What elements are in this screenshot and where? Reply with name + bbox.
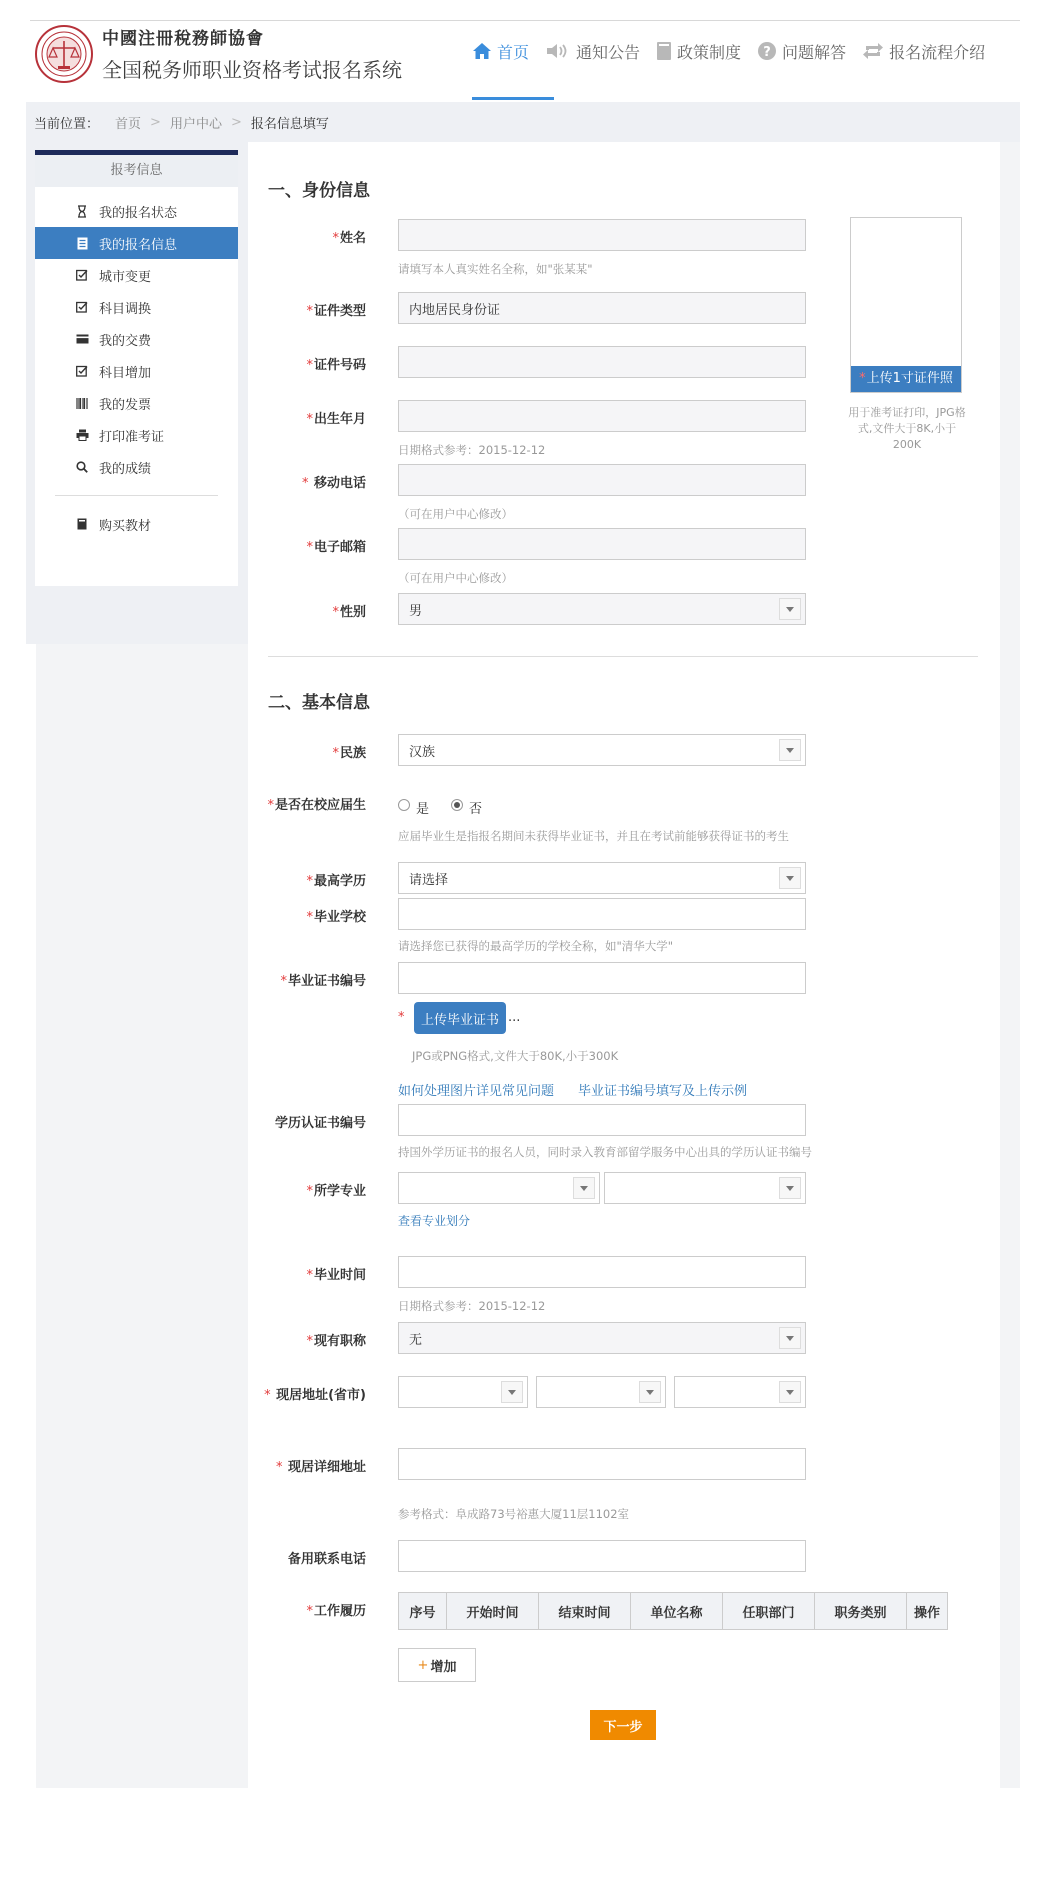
nav-process-label: 报名流程介绍: [889, 42, 986, 62]
system-title: 全国税务师职业资格考试报名系统: [102, 58, 402, 82]
sidebar-item-label: 打印准考证: [99, 429, 165, 445]
main-nav: [472, 36, 1001, 66]
refresh-icon: [862, 42, 884, 60]
field-label: [306, 354, 366, 373]
sidebar-item-city-change[interactable]: [35, 259, 238, 291]
email-field: [398, 528, 806, 560]
sidebar-item-my-payment[interactable]: [35, 323, 238, 355]
magnifier-icon: [75, 460, 89, 474]
required-mark: *: [306, 874, 313, 889]
name-field[interactable]: [398, 219, 806, 251]
title-rank-label: 现有职称: [313, 1334, 366, 1349]
major-classification-link[interactable]: 查看专业划分: [398, 1214, 471, 1228]
column-header: 结束时间: [539, 1593, 631, 1629]
column-header: 序号: [399, 1593, 447, 1629]
id-type-label: 证件类型: [313, 304, 366, 319]
address-detail-field[interactable]: [398, 1448, 806, 1480]
breadcrumb-current: 报名信息填写: [250, 116, 329, 132]
ethnicity-value: 汉族: [409, 744, 436, 760]
plus-icon: +: [417, 1657, 429, 1673]
birth-hint: 日期格式参考：2015-12-12: [398, 443, 546, 457]
field-label: [306, 1180, 366, 1199]
school-field[interactable]: [398, 898, 806, 930]
city-select[interactable]: [536, 1376, 666, 1408]
nav-process[interactable]: [862, 36, 985, 66]
column-header: 职务类别: [815, 1593, 907, 1629]
field-label: [306, 906, 366, 925]
graduate-no-label: 否: [469, 802, 483, 817]
nav-home-label: 首页: [497, 42, 530, 62]
upload-photo-button[interactable]: [851, 366, 961, 392]
degree-cert-label: 学历认证书编号: [274, 1116, 366, 1131]
sidebar-item-label: 科目调换: [99, 301, 152, 317]
sidebar-item-buy-textbooks[interactable]: [35, 508, 238, 540]
sidebar-item-label: 城市变更: [99, 269, 152, 285]
education-value: 请选择: [409, 872, 449, 888]
grad-time-field[interactable]: [398, 1256, 806, 1288]
title-rank-select[interactable]: [398, 1322, 806, 1354]
edit-check-icon: [75, 300, 89, 314]
add-work-history-button[interactable]: [398, 1648, 476, 1682]
name-hint: 请填写本人真实姓名全称，如"张某某": [398, 262, 593, 276]
required-mark: *: [301, 476, 309, 491]
chevron-down-icon: [501, 1381, 523, 1403]
graduate-no-radio[interactable]: [451, 799, 463, 811]
home-icon: [472, 42, 492, 60]
nav-notices-label: 通知公告: [576, 42, 641, 62]
mobile-hint: （可在用户中心修改）: [398, 507, 513, 521]
sidebar-menu: [35, 187, 238, 540]
education-select[interactable]: [398, 862, 806, 894]
field-label: [280, 970, 366, 989]
name-label: 姓名: [339, 231, 366, 246]
sidebar-item-my-invoice[interactable]: [35, 387, 238, 419]
breadcrumb: [26, 102, 1020, 142]
speaker-icon: [545, 42, 571, 60]
sidebar-item-label: 我的发票: [99, 397, 152, 413]
image-faq-link[interactable]: 如何处理图片详见常见问题: [398, 1084, 555, 1099]
breadcrumb-separator: >: [150, 114, 161, 130]
required-mark: *: [267, 798, 274, 813]
upload-format-hint: JPG或PNG格式,文件大于80K,小于300K: [412, 1049, 619, 1063]
required-mark: *: [306, 1268, 313, 1283]
edit-check-icon: [75, 268, 89, 282]
card-icon: [75, 332, 89, 346]
upload-ellipsis: ...: [508, 1010, 521, 1025]
chevron-down-icon: [779, 739, 801, 761]
graduate-hint: 应届毕业生是指报名期间未获得毕业证书，并且在考试前能够获得证书的考生: [398, 829, 789, 843]
chevron-down-icon: [779, 1327, 801, 1349]
email-label: 电子邮箱: [313, 540, 366, 555]
sidebar-item-label: 我的交费: [99, 333, 152, 349]
sidebar-item-registration-info[interactable]: [35, 227, 238, 259]
gender-value: 男: [409, 603, 423, 619]
breadcrumb-label: 当前位置：: [34, 116, 100, 132]
field-label: [332, 227, 366, 246]
required-mark: *: [306, 358, 313, 373]
address-detail-label: 现居详细地址: [287, 1460, 366, 1475]
field-label: [276, 1456, 366, 1475]
birth-field[interactable]: [398, 400, 806, 432]
right-gutter: [1000, 142, 1020, 1788]
chevron-down-icon: [779, 1381, 801, 1403]
field-label: [306, 300, 366, 319]
backup-phone-label: 备用联系电话: [287, 1552, 366, 1567]
province-select[interactable]: [398, 1376, 528, 1408]
birth-label: 出生年月: [313, 412, 366, 427]
district-select[interactable]: [674, 1376, 806, 1408]
section-divider: [268, 656, 978, 657]
edit-check-icon: [75, 364, 89, 378]
required-mark: *: [275, 1460, 283, 1475]
breadcrumb-home[interactable]: 首页: [115, 116, 142, 132]
major-category-select[interactable]: [398, 1172, 600, 1204]
field-label: [306, 1264, 366, 1283]
document-icon: [75, 236, 89, 250]
column-header: 任职部门: [723, 1593, 815, 1629]
ethnicity-select[interactable]: [398, 734, 806, 766]
gender-select[interactable]: [398, 593, 806, 625]
svg-text:?: ?: [763, 45, 771, 60]
add-button-label: 增加: [430, 1659, 457, 1675]
breadcrumb-user-center[interactable]: 用户中心: [169, 116, 222, 132]
chevron-down-icon: [779, 1177, 801, 1199]
mobile-field: [398, 464, 806, 496]
sidebar-item-subject-add[interactable]: [35, 355, 238, 387]
hourglass-icon: [75, 204, 89, 218]
required-mark: *: [306, 540, 313, 555]
sidebar-item-label: 我的成绩: [99, 461, 152, 477]
sidebar-item-my-scores[interactable]: [35, 451, 238, 483]
barcode-icon: [75, 396, 89, 410]
work-history-label: 工作履历: [313, 1604, 366, 1619]
required-mark: *: [332, 605, 339, 620]
id-number-label: 证件号码: [313, 358, 366, 373]
required-mark: *: [306, 1334, 313, 1349]
required-mark: *: [398, 1010, 405, 1025]
school-hint: 请选择您已获得的最高学历的学校全称，如"清华大学": [398, 939, 674, 953]
sidebar-item-label: 科目增加: [99, 365, 152, 381]
upload-certificate-button[interactable]: 上传毕业证书: [414, 1002, 506, 1034]
organization-name: 中國注冊稅務師協會: [102, 29, 264, 49]
sidebar-item-print-ticket[interactable]: [35, 419, 238, 451]
nav-home[interactable]: [472, 36, 529, 66]
association-logo-icon: [34, 24, 94, 84]
gender-label: 性别: [339, 605, 366, 620]
work-history-table-header: [398, 1592, 948, 1630]
book-icon: [656, 41, 672, 61]
nav-policy-label: 政策制度: [677, 42, 742, 62]
sidebar-divider: [55, 495, 218, 496]
title-rank-value: 无: [409, 1332, 423, 1348]
nav-faq[interactable]: [757, 36, 846, 66]
backup-phone-field[interactable]: [398, 1540, 806, 1572]
field-label: [306, 408, 366, 427]
column-header: 开始时间: [447, 1593, 539, 1629]
section-title-identity: 一、身份信息: [268, 181, 370, 201]
chevron-down-icon: [779, 867, 801, 889]
header-top-divider: [30, 20, 1020, 21]
grad-time-hint: 日期格式参考：2015-12-12: [398, 1299, 546, 1313]
sidebar-item-label: 我的报名信息: [99, 237, 178, 253]
chevron-down-icon: [639, 1381, 661, 1403]
certificate-example-link[interactable]: 毕业证书编号填写及上传示例: [578, 1084, 748, 1099]
field-label: [332, 601, 366, 620]
next-step-button[interactable]: 下一步: [590, 1710, 656, 1740]
field-label: [306, 1600, 366, 1619]
nav-faq-label: 问题解答: [782, 42, 847, 62]
book-icon: [75, 517, 89, 531]
sidebar-column-background: [36, 644, 248, 1788]
address-city-label: 现居地址(省市): [276, 1388, 366, 1403]
graduate-yes-label: 是: [416, 802, 430, 817]
field-label: [332, 742, 366, 761]
chevron-down-icon: [779, 598, 801, 620]
photo-upload-note: 用于准考证打印，JPG格式,文件大于8K,小于200K: [848, 406, 966, 451]
nav-notices[interactable]: [545, 36, 640, 66]
required-mark: *: [306, 1184, 313, 1199]
major-label: 所学专业: [313, 1184, 366, 1199]
required-mark: *: [280, 974, 287, 989]
cert-no-field[interactable]: [398, 962, 806, 994]
education-label: 最高学历: [313, 874, 366, 889]
required-mark: *: [332, 746, 339, 761]
field-label: [267, 794, 366, 813]
id-type-field: [398, 292, 806, 324]
question-icon: [757, 41, 777, 61]
required-mark: *: [264, 1388, 271, 1403]
sidebar-heading: 报考信息: [35, 155, 238, 187]
address-detail-hint: 参考格式：阜成路73号裕惠大厦11层1102室: [398, 1507, 630, 1521]
sidebar-item-label: 购买教材: [99, 518, 152, 534]
graduate-label: 是否在校应届生: [274, 798, 366, 813]
id-number-field[interactable]: [398, 346, 806, 378]
field-label: [302, 472, 366, 491]
field-label: [264, 1384, 366, 1403]
required-mark: *: [306, 910, 313, 925]
nav-policy[interactable]: [656, 36, 741, 66]
site-header: [0, 0, 1050, 100]
degree-cert-field[interactable]: [398, 1104, 806, 1136]
sidebar-item-subject-swap[interactable]: [35, 291, 238, 323]
id-type-value: 内地居民身份证: [409, 302, 501, 318]
column-header: 单位名称: [631, 1593, 723, 1629]
required-mark: *: [306, 304, 313, 319]
sidebar-item-registration-status[interactable]: [35, 195, 238, 227]
mobile-label: 移动电话: [313, 476, 366, 491]
sidebar: [35, 150, 238, 586]
graduate-yes-radio[interactable]: [398, 799, 410, 811]
degree-cert-hint: 持国外学历证书的报名人员，同时录入教育部留学服务中心出具的学历认证书编号: [398, 1145, 812, 1159]
chevron-down-icon: [573, 1177, 595, 1199]
field-label: [306, 536, 366, 555]
field-label: [306, 870, 366, 889]
required-mark: *: [332, 231, 339, 246]
printer-icon: [75, 428, 89, 442]
graduate-radio-group: [398, 798, 504, 817]
field-label: [306, 1330, 366, 1349]
required-mark: *: [859, 371, 866, 386]
school-label: 毕业学校: [313, 910, 366, 925]
breadcrumb-separator: >: [230, 114, 242, 130]
column-header: 操作: [913, 1605, 940, 1621]
registration-form: [248, 142, 1000, 1788]
required-mark: *: [306, 412, 313, 427]
major-subcategory-select[interactable]: [604, 1172, 806, 1204]
sidebar-item-label: 我的报名状态: [99, 205, 178, 221]
cert-no-label: 毕业证书编号: [287, 974, 366, 989]
section-title-basic: 二、基本信息: [268, 693, 370, 713]
ethnicity-label: 民族: [339, 746, 366, 761]
required-mark: *: [306, 1604, 313, 1619]
email-hint: （可在用户中心修改）: [398, 571, 513, 585]
nav-active-indicator: [472, 97, 554, 100]
grad-time-label: 毕业时间: [313, 1268, 366, 1283]
upload-photo-label: 上传1寸证件照: [866, 371, 953, 386]
photo-upload-box[interactable]: [850, 217, 962, 393]
